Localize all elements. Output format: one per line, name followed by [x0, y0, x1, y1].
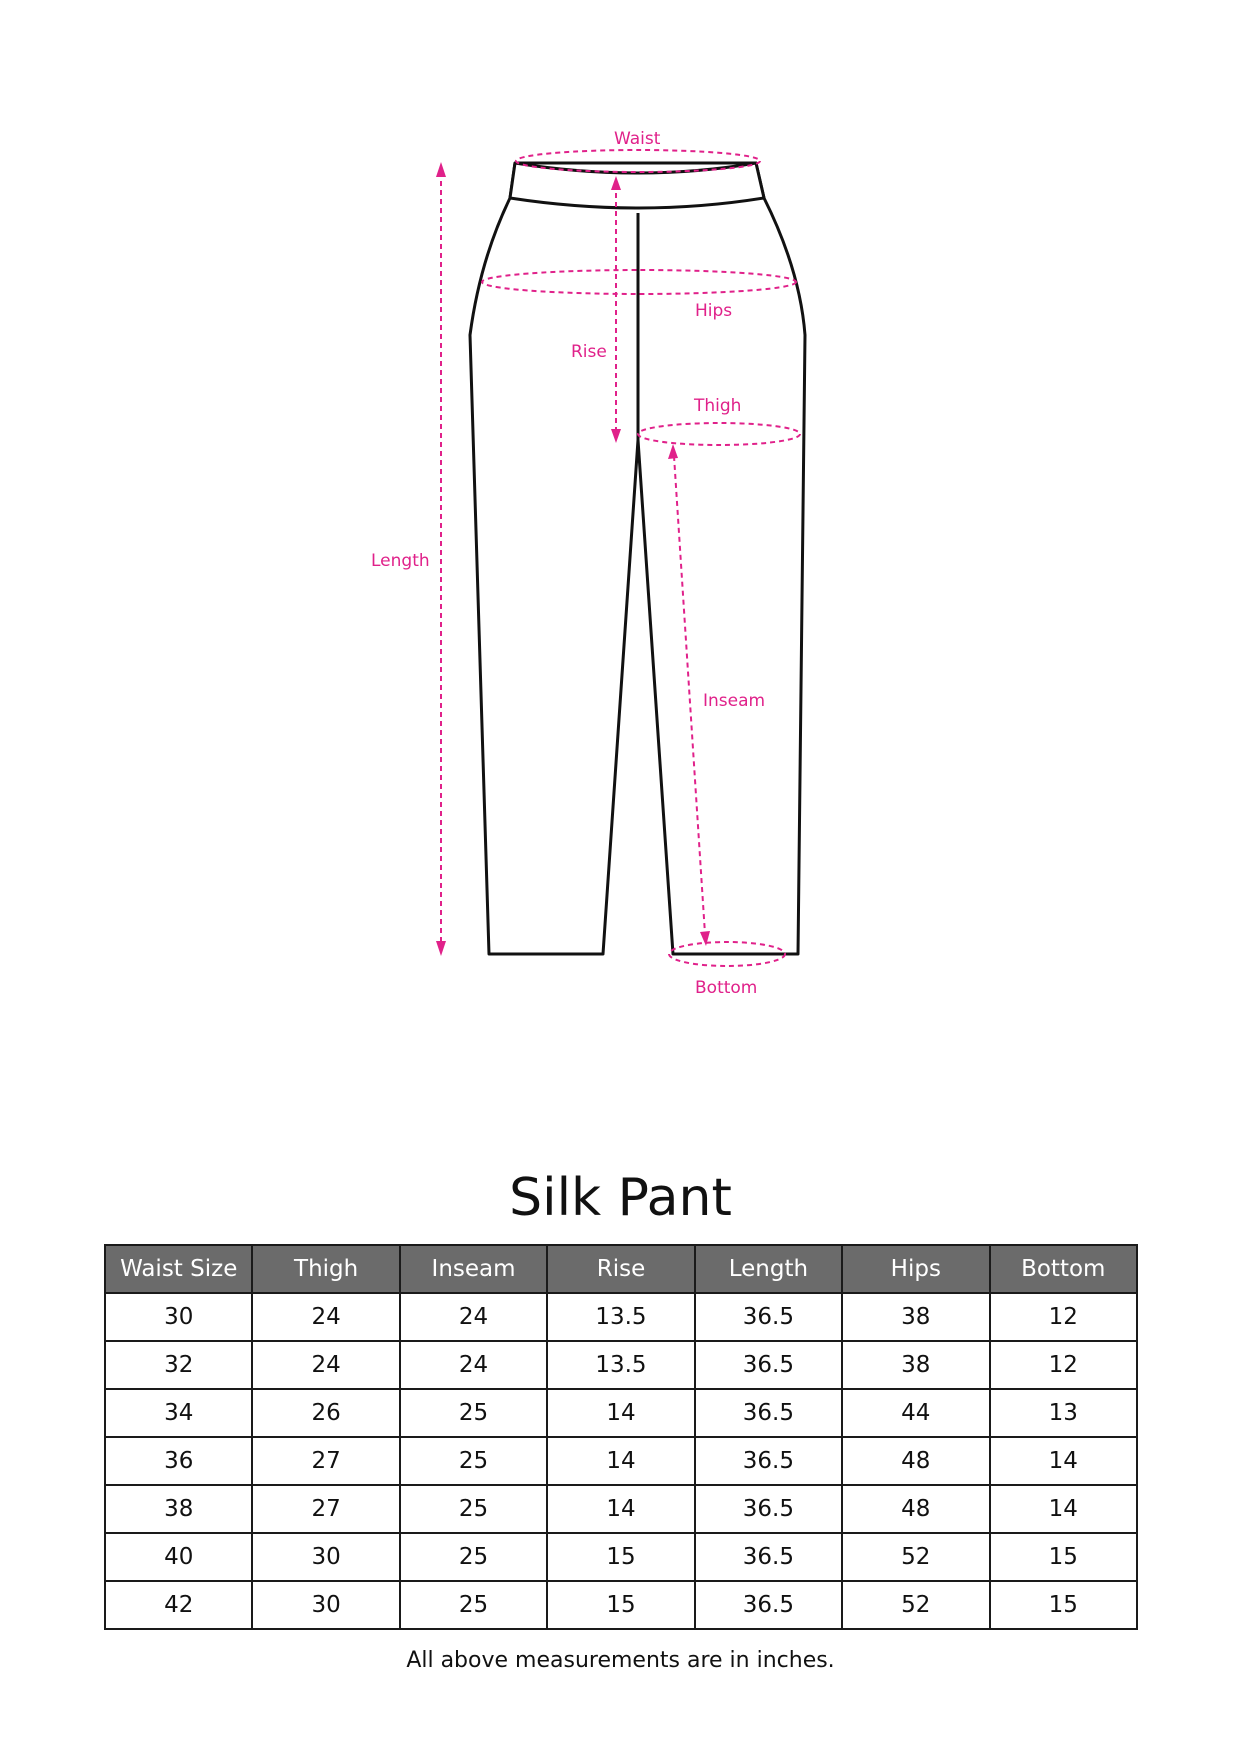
table-row — [105, 1533, 1137, 1581]
table-cell: 48 — [842, 1437, 989, 1485]
table-row — [105, 1293, 1137, 1341]
column-header-rise: Rise — [547, 1245, 694, 1293]
table-row — [105, 1437, 1137, 1485]
table-cell: 24 — [400, 1293, 547, 1341]
table-cell: 14 — [547, 1437, 694, 1485]
table-cell: 36.5 — [695, 1389, 842, 1437]
bottom-label: Bottom — [695, 978, 758, 998]
table-cell: 25 — [400, 1581, 547, 1629]
column-header-hips: Hips — [842, 1245, 989, 1293]
table-cell: 36.5 — [695, 1533, 842, 1581]
table-header-row — [105, 1245, 1137, 1293]
table-cell: 30 — [105, 1293, 252, 1341]
table-cell: 34 — [105, 1389, 252, 1437]
table-cell: 38 — [105, 1485, 252, 1533]
length-arrow-top — [436, 162, 446, 177]
table-cell: 36.5 — [695, 1293, 842, 1341]
column-header-bottom: Bottom — [990, 1245, 1137, 1293]
table-cell: 42 — [105, 1581, 252, 1629]
table-cell: 26 — [252, 1389, 399, 1437]
table-cell: 48 — [842, 1485, 989, 1533]
table-cell: 15 — [547, 1533, 694, 1581]
table-cell: 36.5 — [695, 1581, 842, 1629]
column-header-waist-size: Waist Size — [105, 1245, 252, 1293]
table-cell: 24 — [252, 1293, 399, 1341]
table-cell: 13.5 — [547, 1293, 694, 1341]
table-cell: 24 — [252, 1341, 399, 1389]
table-cell: 27 — [252, 1437, 399, 1485]
table-cell: 14 — [990, 1437, 1137, 1485]
table-cell: 15 — [547, 1581, 694, 1629]
column-header-inseam: Inseam — [400, 1245, 547, 1293]
table-cell: 44 — [842, 1389, 989, 1437]
table-cell: 14 — [990, 1485, 1137, 1533]
table-cell: 36.5 — [695, 1485, 842, 1533]
table-cell: 12 — [990, 1341, 1137, 1389]
rise-label: Rise — [571, 342, 607, 362]
table-cell: 40 — [105, 1533, 252, 1581]
hips-label: Hips — [695, 301, 733, 321]
table-cell: 36.5 — [695, 1437, 842, 1485]
table-cell: 52 — [842, 1533, 989, 1581]
table-cell: 38 — [842, 1293, 989, 1341]
table-cell: 25 — [400, 1485, 547, 1533]
table-cell: 13 — [990, 1389, 1137, 1437]
table-cell: 36 — [105, 1437, 252, 1485]
table-cell: 25 — [400, 1533, 547, 1581]
table-cell: 36.5 — [695, 1341, 842, 1389]
size-chart-table — [104, 1244, 1138, 1630]
page-title: Silk Pant — [509, 1168, 732, 1228]
table-cell: 25 — [400, 1389, 547, 1437]
table-row — [105, 1341, 1137, 1389]
table-cell: 14 — [547, 1485, 694, 1533]
column-header-length: Length — [695, 1245, 842, 1293]
table-cell: 15 — [990, 1581, 1137, 1629]
length-arrow-bottom — [436, 941, 446, 956]
pant-outline — [470, 163, 805, 954]
table-cell: 13.5 — [547, 1341, 694, 1389]
table-cell: 30 — [252, 1581, 399, 1629]
length-label: Length — [371, 551, 430, 571]
table-cell: 24 — [400, 1341, 547, 1389]
table-cell: 25 — [400, 1437, 547, 1485]
table-cell: 38 — [842, 1341, 989, 1389]
table-cell: 15 — [990, 1533, 1137, 1581]
thigh-label: Thigh — [694, 396, 742, 416]
table-cell: 27 — [252, 1485, 399, 1533]
table-cell: 12 — [990, 1293, 1137, 1341]
table-cell: 32 — [105, 1341, 252, 1389]
waist-label: Waist — [614, 129, 661, 149]
table-cell: 30 — [252, 1533, 399, 1581]
table-cell: 52 — [842, 1581, 989, 1629]
table-row — [105, 1581, 1137, 1629]
table-cell: 14 — [547, 1389, 694, 1437]
inseam-label: Inseam — [703, 691, 766, 711]
table-row — [105, 1389, 1137, 1437]
measurement-footnote: All above measurements are in inches. — [406, 1648, 835, 1673]
column-header-thigh: Thigh — [252, 1245, 399, 1293]
table-row — [105, 1485, 1137, 1533]
